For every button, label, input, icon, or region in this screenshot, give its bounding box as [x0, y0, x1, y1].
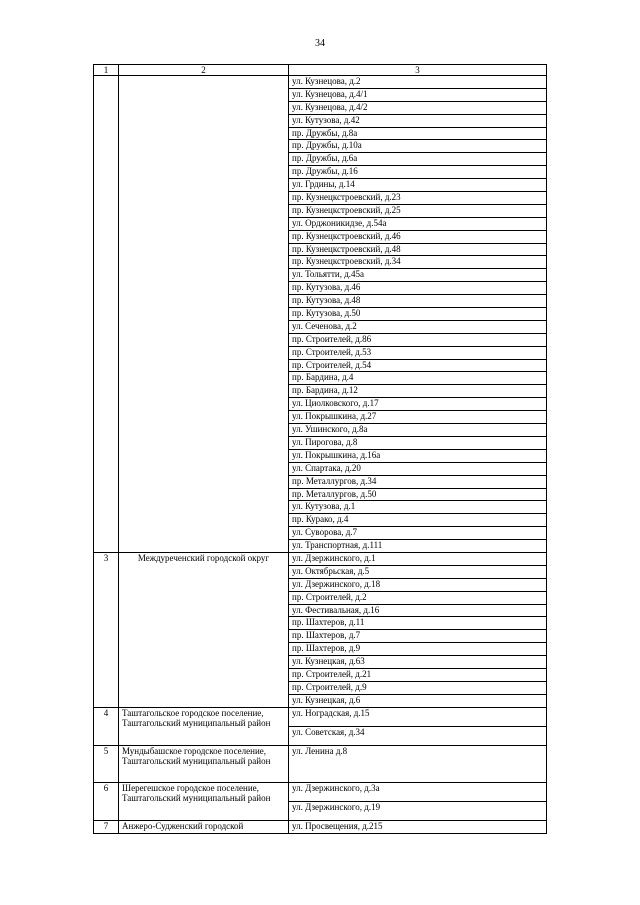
address-cell: ул. Тольятти, д.45а [289, 269, 547, 282]
address-cell: пр. Бардина, д.12 [289, 385, 547, 398]
table-row [94, 820, 547, 833]
address-cell: ул. Орджоникидзе, д.54а [289, 217, 547, 230]
address-cell: пр. Дружбы, д.10а [289, 140, 547, 153]
address-cell: пр. Строителей, д.21 [289, 668, 547, 681]
address-cell: ул. Пирогова, д.8 [289, 436, 547, 449]
address-cell: ул. Покрышкина, д.27 [289, 411, 547, 424]
table-row [94, 552, 547, 565]
address-cell: ул. Кузнецкая, д.63 [289, 656, 547, 669]
header-col-2: 2 [119, 65, 289, 76]
address-cell: пр. Кузнецкстроевский, д.23 [289, 192, 547, 205]
address-cell: пр. Строителей, д.54 [289, 359, 547, 372]
address-cell: пр. Шахтеров, д.9 [289, 643, 547, 656]
address-cell: ул. Циолковского, д.17 [289, 398, 547, 411]
address-cell: пр. Строителей, д.86 [289, 333, 547, 346]
region-name: Анжеро-Судженский городской [119, 820, 289, 833]
address-cell: пр. Кузнецкстроевский, д.34 [289, 256, 547, 269]
address-cell: пр. Дружбы, д.16 [289, 166, 547, 179]
address-cell: ул. Транспортная, д.111 [289, 540, 547, 553]
row-number: 5 [94, 745, 119, 782]
address-cell: ул. Ноградская, д.15 [289, 707, 547, 726]
row-number: 4 [94, 707, 119, 745]
address-cell: пр. Бардина, д.4 [289, 372, 547, 385]
address-cell: ул. Дзержинского, д.3а [289, 782, 547, 801]
region-name: Шерегешское городское поселение, Таштагольский муниципальный район [119, 782, 289, 820]
address-cell: ул. Дзержинского, д.19 [289, 801, 547, 820]
address-cell: пр. Шахтеров, д.11 [289, 617, 547, 630]
address-cell: пр. Строителей, д.2 [289, 591, 547, 604]
address-cell: пр. Металлургов, д.34 [289, 475, 547, 488]
address-cell: ул. Кузнецова, д.4/2 [289, 101, 547, 114]
address-cell: ул. Октябрьская, д.5 [289, 565, 547, 578]
address-cell: пр. Кутузова, д.48 [289, 295, 547, 308]
address-cell: ул. Ленина д.8 [289, 745, 547, 782]
address-cell: пр. Дружбы, д.6а [289, 153, 547, 166]
row-number: 7 [94, 820, 119, 833]
row-number: 6 [94, 782, 119, 820]
address-cell: ул. Просвещения, д.215 [289, 820, 547, 833]
row-number [94, 76, 119, 553]
region-name [119, 76, 289, 553]
address-cell: ул. Спартака, д.20 [289, 462, 547, 475]
table-row [94, 745, 547, 782]
table-header-row [94, 65, 547, 76]
address-cell: ул. Покрышкина, д.16а [289, 449, 547, 462]
address-cell: ул. Ушинского, д.8а [289, 424, 547, 437]
address-cell: пр. Металлургов, д.50 [289, 488, 547, 501]
table-row [94, 76, 547, 89]
region-name: Таштагольское городское поселение, Таштагольский муниципальный район [119, 707, 289, 745]
address-cell: пр. Курако, д.4 [289, 514, 547, 527]
row-number: 3 [94, 552, 119, 707]
address-cell: пр. Шахтеров, д.7 [289, 630, 547, 643]
header-col-3: 3 [289, 65, 547, 76]
address-cell: пр. Кузнецкстроевский, д.46 [289, 230, 547, 243]
address-cell: пр. Строителей, д.53 [289, 346, 547, 359]
address-cell: ул. Кузнецова, д.4/1 [289, 88, 547, 101]
table-row [94, 707, 547, 726]
address-cell: ул. Кузнецкая, д.6 [289, 694, 547, 707]
address-cell: пр. Кутузова, д.50 [289, 308, 547, 321]
address-cell: ул. Советская, д.34 [289, 726, 547, 745]
address-cell: ул. Фестивальная, д.16 [289, 604, 547, 617]
page-number: 34 [315, 38, 325, 49]
address-cell: пр. Строителей, д.9 [289, 681, 547, 694]
address-cell: ул. Суворова, д.7 [289, 527, 547, 540]
address-cell: ул. Кутузова, д.1 [289, 501, 547, 514]
address-cell: ул. Кузнецова, д.2 [289, 76, 547, 89]
address-cell: ул. Дзержинского, д.18 [289, 578, 547, 591]
header-col-1: 1 [94, 65, 119, 76]
address-cell: ул. Грдины, д.14 [289, 179, 547, 192]
table-row [94, 782, 547, 801]
address-cell: ул. Дзержинского, д.1 [289, 552, 547, 565]
address-cell: пр. Кузнецкстроевский, д.48 [289, 243, 547, 256]
address-cell: ул. Сеченова, д.2 [289, 320, 547, 333]
address-table [93, 64, 547, 834]
address-cell: пр. Дружбы, д.8а [289, 127, 547, 140]
region-name: Междуреченский городской округ [119, 552, 289, 707]
address-cell: пр. Кузнецкстроевский, д.25 [289, 204, 547, 217]
region-name: Мундыбашское городское поселение, Таштагольский муниципальный район [119, 745, 289, 782]
address-cell: пр. Кутузова, д.46 [289, 282, 547, 295]
address-cell: ул. Кутузова, д.42 [289, 114, 547, 127]
